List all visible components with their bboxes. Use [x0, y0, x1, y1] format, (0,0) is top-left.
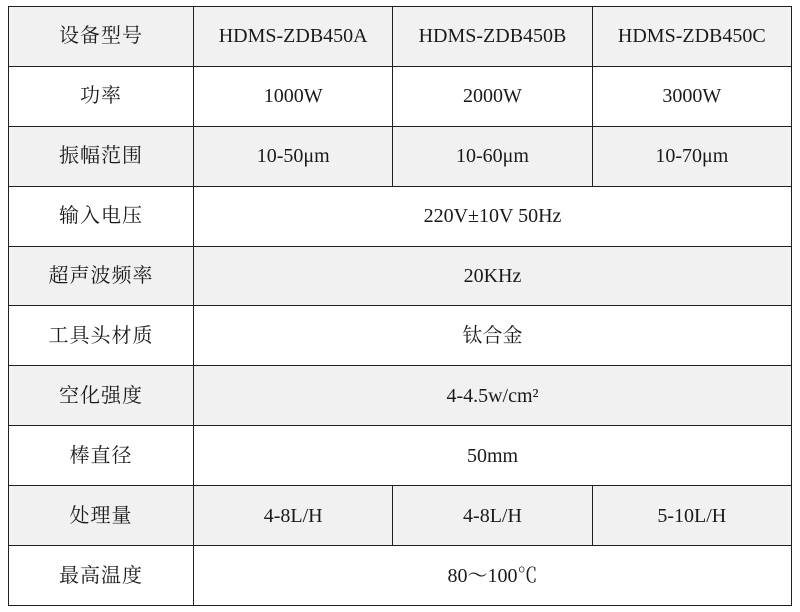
table-row	[9, 366, 792, 426]
row-label-throughput: 处理量	[9, 486, 194, 546]
row-label-max-temperature: 最高温度	[9, 546, 194, 606]
row-label-voltage: 输入电压	[9, 186, 194, 246]
frequency-value: 20KHz	[194, 246, 792, 306]
row-label-horn-material: 工具头材质	[9, 306, 194, 366]
table-row	[9, 66, 792, 126]
amplitude-value-b: 10-60μm	[393, 126, 592, 186]
equipment-specification-table	[8, 6, 792, 606]
throughput-value-c: 5-10L/H	[592, 486, 791, 546]
amplitude-value-c: 10-70μm	[592, 126, 791, 186]
table-row	[9, 546, 792, 606]
table-row	[9, 7, 792, 67]
rod-diameter-value: 50mm	[194, 426, 792, 486]
cavitation-value: 4-4.5w/cm²	[194, 366, 792, 426]
max-temperature-value: 80～100℃	[194, 546, 792, 606]
table-row	[9, 486, 792, 546]
horn-material-value: 钛合金	[194, 306, 792, 366]
table-row	[9, 126, 792, 186]
table-body	[9, 7, 792, 606]
amplitude-value-a: 10-50μm	[194, 126, 393, 186]
row-label-power: 功率	[9, 66, 194, 126]
voltage-value: 220V±10V 50Hz	[194, 186, 792, 246]
row-label-rod-diameter: 棒直径	[9, 426, 194, 486]
row-label-cavitation: 空化强度	[9, 366, 194, 426]
power-value-c: 3000W	[592, 66, 791, 126]
row-label-model: 设备型号	[9, 7, 194, 67]
model-value-b: HDMS-ZDB450B	[393, 7, 592, 67]
throughput-value-a: 4-8L/H	[194, 486, 393, 546]
row-label-amplitude: 振幅范围	[9, 126, 194, 186]
table-row	[9, 246, 792, 306]
row-label-frequency: 超声波频率	[9, 246, 194, 306]
table-row	[9, 186, 792, 246]
throughput-value-b: 4-8L/H	[393, 486, 592, 546]
power-value-b: 2000W	[393, 66, 592, 126]
table-row	[9, 426, 792, 486]
table-row	[9, 306, 792, 366]
power-value-a: 1000W	[194, 66, 393, 126]
model-value-a: HDMS-ZDB450A	[194, 7, 393, 67]
model-value-c: HDMS-ZDB450C	[592, 7, 791, 67]
